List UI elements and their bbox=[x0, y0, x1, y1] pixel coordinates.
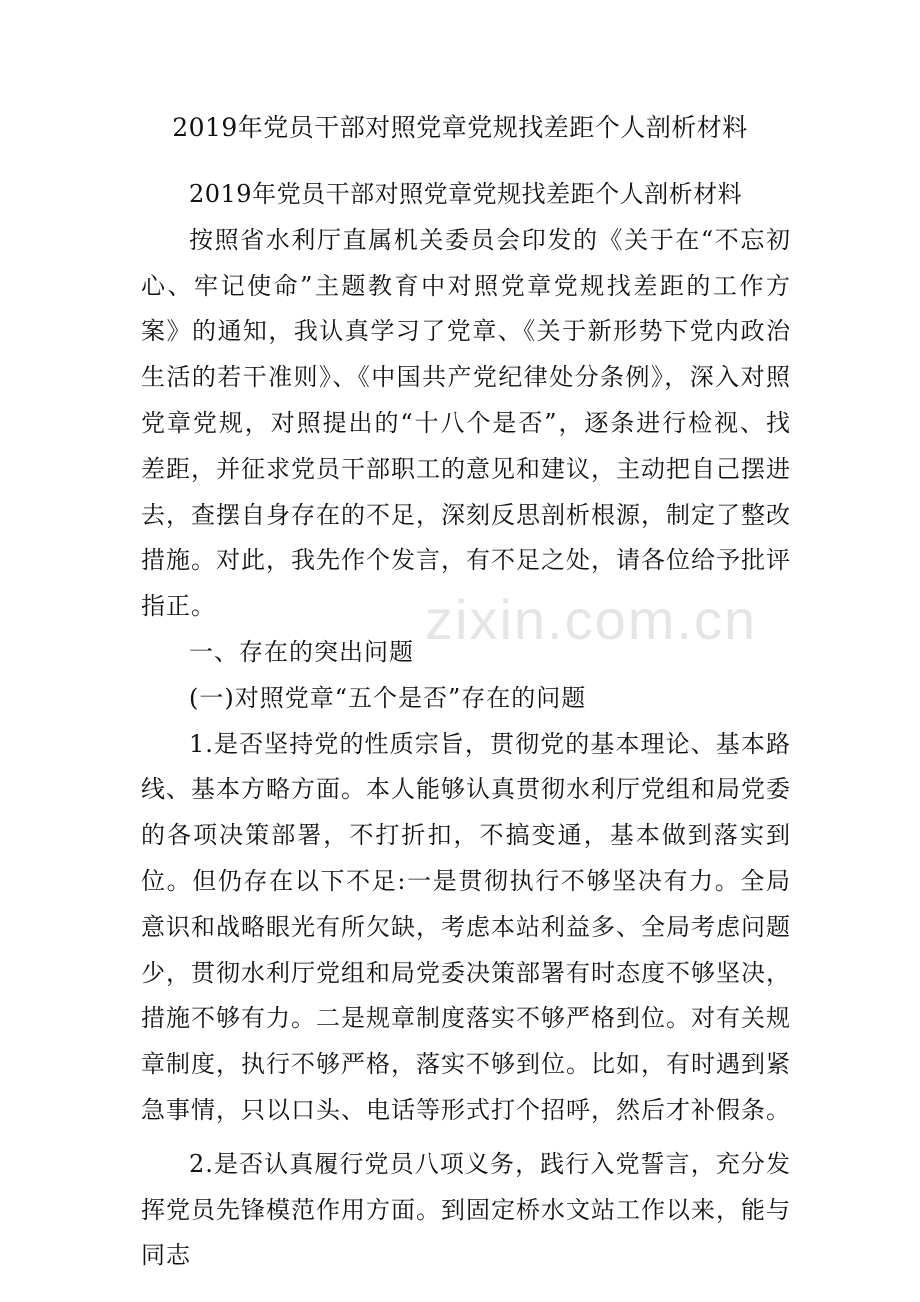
item-paragraph-1: 1.是否坚持党的性质宗旨，贯彻党的基本理论、基本路线、基本方略方面。本人能够认真贯彻水利厅党组和局党委的各项决策部署，不打折扣，不搞变通，基本做到落实到位。但仍存在以下不足:一是贯彻执行不够坚决有力。全局意识和战略眼光有所欠缺，考虑本站利益多、全局考虑问题少，贯彻水利厅党组和局党委决策部署有时态度不够坚决，措施不够有力。二是规章制度落实不够严格到位。对有关规章制度，执行不够严格，落实不够到位。比如，有时遇到紧急事情，只以口头、电话等形式打个招呼，然后才补假条。 bbox=[141, 729, 791, 1124]
document-body bbox=[141, 172, 791, 1279]
watermark-text: zixin.com.cn bbox=[425, 588, 758, 651]
document-title: 2019年党员干部对照党章党规找差距个人剖析材料 bbox=[172, 113, 748, 142]
document-subtitle: 2019年党员干部对照党章党规找差距个人剖析材料 bbox=[189, 180, 743, 208]
subsection-heading: (一)对照党章“五个是否”存在的问题 bbox=[189, 683, 587, 712]
intro-paragraph: 按照省水利厅直属机关委员会印发的《关于在“不忘初心、牢记使命”主题教育中对照党章党规找差距的工作方案》的通知，我认真学习了党章、《关于新形势下党内政治生活的若干准则》、《中国共产党纪律处分条例》，深入对照党章党规，对照提出的“十八个是否”，逐条进行检视、找差距，并征求党员干部职工的意见和建议，主动把自己摆进去，查摆自身存在的不足，深刻反思剖析根源，制定了整改措施。对此，我先作个发言，有不足之处，请各位给予批评指正。 bbox=[141, 225, 791, 621]
item-paragraph-2: 2.是否认真履行党员八项义务，践行入党誓言，充分发挥党员先锋模范作用方面。到固定桥水文站工作以来，能与同志 bbox=[141, 1149, 791, 1270]
section-heading: 一、存在的突出问题 bbox=[189, 637, 414, 666]
